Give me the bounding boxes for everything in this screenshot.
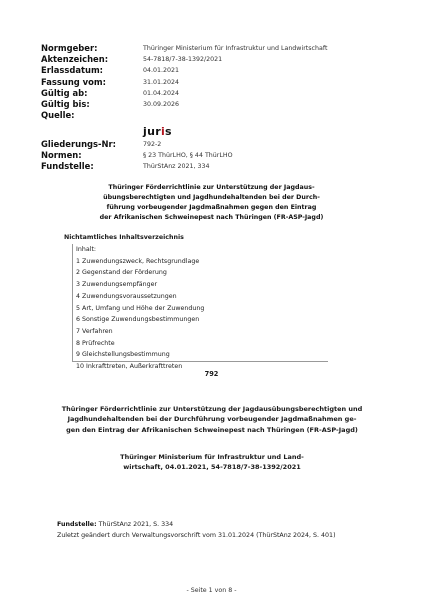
toc-item[interactable]: 7 Verfahren [76, 327, 113, 335]
title-line: Thüringer Förderrichtlinie zur Unterstützung der Jagdaus- [108, 184, 315, 191]
meta-row-fundstelle [41, 161, 381, 172]
body-title [59, 404, 365, 435]
title-line: der Afrikanischen Schweinepest nach Thüringen (FR-ASP-Jagd) [99, 214, 324, 221]
toc-item[interactable]: 9 Gleichstellungsbestimmung [76, 351, 170, 359]
document-title [60, 183, 363, 223]
toc-item[interactable]: 8 Prüfrechte [76, 339, 115, 347]
meta-label: Gliederungs-Nr: [41, 139, 116, 149]
juris-logo: juris [143, 125, 172, 139]
toc-item: Inhalt: [76, 246, 97, 253]
meta-value: 01.04.2024 [143, 89, 180, 97]
meta-label: Gültig ab: [41, 87, 88, 98]
meta-row-normen [41, 150, 381, 161]
toc-item[interactable]: 10 Inkrafttreten, Außerkrafttreten [76, 363, 183, 371]
toc-item[interactable]: 2 Gegenstand der Förderung [76, 269, 167, 277]
meta-row-gueltig-ab [41, 88, 381, 99]
meta-value: § 23 ThürLHO, § 44 ThürLHO [143, 152, 233, 160]
title-line: übungsberechtigten und Jagdhundehaltenden bei der Durch- [103, 194, 320, 201]
fundstelle-block [57, 520, 336, 541]
metadata-block [41, 43, 381, 142]
toc-item[interactable]: 1 Zuwendungszweck, Rechtsgrundlage [76, 257, 200, 265]
meta-row-erlassdatum [41, 65, 381, 76]
toc-item[interactable]: 5 Art, Umfang und Höhe der Zuwendung [76, 304, 205, 312]
meta-row-quelle [41, 110, 381, 121]
issuer-line: wirtschaft, 04.01.2021, 54-7818/7-38-1392/2021 [123, 463, 301, 472]
body-title-line: Thüringer Förderrichtlinie zur Unterstützung der Jagdausübungsberechtigten und [61, 405, 363, 413]
toc-item[interactable]: 6 Sonstige Zuwendungsbestimmungen [76, 316, 200, 324]
meta-label: Quelle: [41, 110, 75, 121]
meta-label: Fundstelle: [41, 161, 94, 172]
toc-heading: Nichtamtliches Inhaltsverzeichnis [64, 234, 184, 241]
meta-label: Erlassdatum: [41, 65, 104, 76]
fundstelle-value: ThürStAnz 2021, S. 334 [98, 521, 174, 528]
issuer-block [108, 452, 316, 473]
title-line: führung vorbeugender Jagdmaßnahmen gegen den Eintrag [106, 204, 317, 211]
toc-item[interactable]: 4 Zuwendungsvoraussetzungen [76, 292, 177, 300]
body-title-line: gen den Eintrag der Afrikanischen Schweinepest nach Thüringen (FR-ASP-Jagd) [66, 425, 358, 434]
meta-value: 04.01.2021 [143, 67, 180, 75]
meta-label: Fassung vom: [41, 76, 106, 87]
fundstelle-label: Fundstelle: [57, 521, 97, 528]
meta-row-normgeber [41, 43, 381, 54]
meta-label: Normgeber: [41, 43, 98, 53]
change-note: Zuletzt geändert durch Verwaltungsvorschrift vom 31.01.2024 (ThürStAnz 2024, S. 401) [57, 531, 336, 539]
meta-row-aktenzeichen [41, 54, 381, 65]
meta-row-gliederung [41, 139, 381, 150]
meta-value: 31.01.2024 [143, 78, 180, 86]
toc-item[interactable]: 3 Zuwendungsempfänger [76, 281, 158, 289]
meta-value: 30.09.2026 [143, 100, 180, 108]
meta-label: Gültig bis: [41, 98, 90, 109]
metadata-block-2 [41, 139, 381, 173]
body-title-line: Jagdhundehaltenden bei der Durchführung vorbeugender Jagdmaßnahmen ge- [67, 415, 357, 424]
meta-row-fassung [41, 77, 381, 88]
section-number: 792 [204, 370, 219, 378]
fundstelle-line [57, 520, 336, 531]
toc-list [76, 244, 204, 373]
meta-value: ThürStAnz 2021, 334 [143, 163, 210, 171]
page-footer: - Seite 1 von 8 - [186, 587, 237, 594]
meta-label: Aktenzeichen: [41, 54, 109, 65]
meta-value: Thüringer Ministerium für Infrastruktur und Landwirtschaft [143, 45, 328, 52]
table-of-contents [64, 232, 366, 371]
meta-value: 792-2 [143, 141, 162, 148]
issuer-line: Thüringer Ministerium für Infrastruktur und Land- [120, 453, 304, 461]
meta-row-gueltig-bis [41, 99, 381, 110]
meta-value: 54-7818/7-38-1392/2021 [143, 56, 223, 64]
meta-label: Normen: [41, 150, 82, 161]
